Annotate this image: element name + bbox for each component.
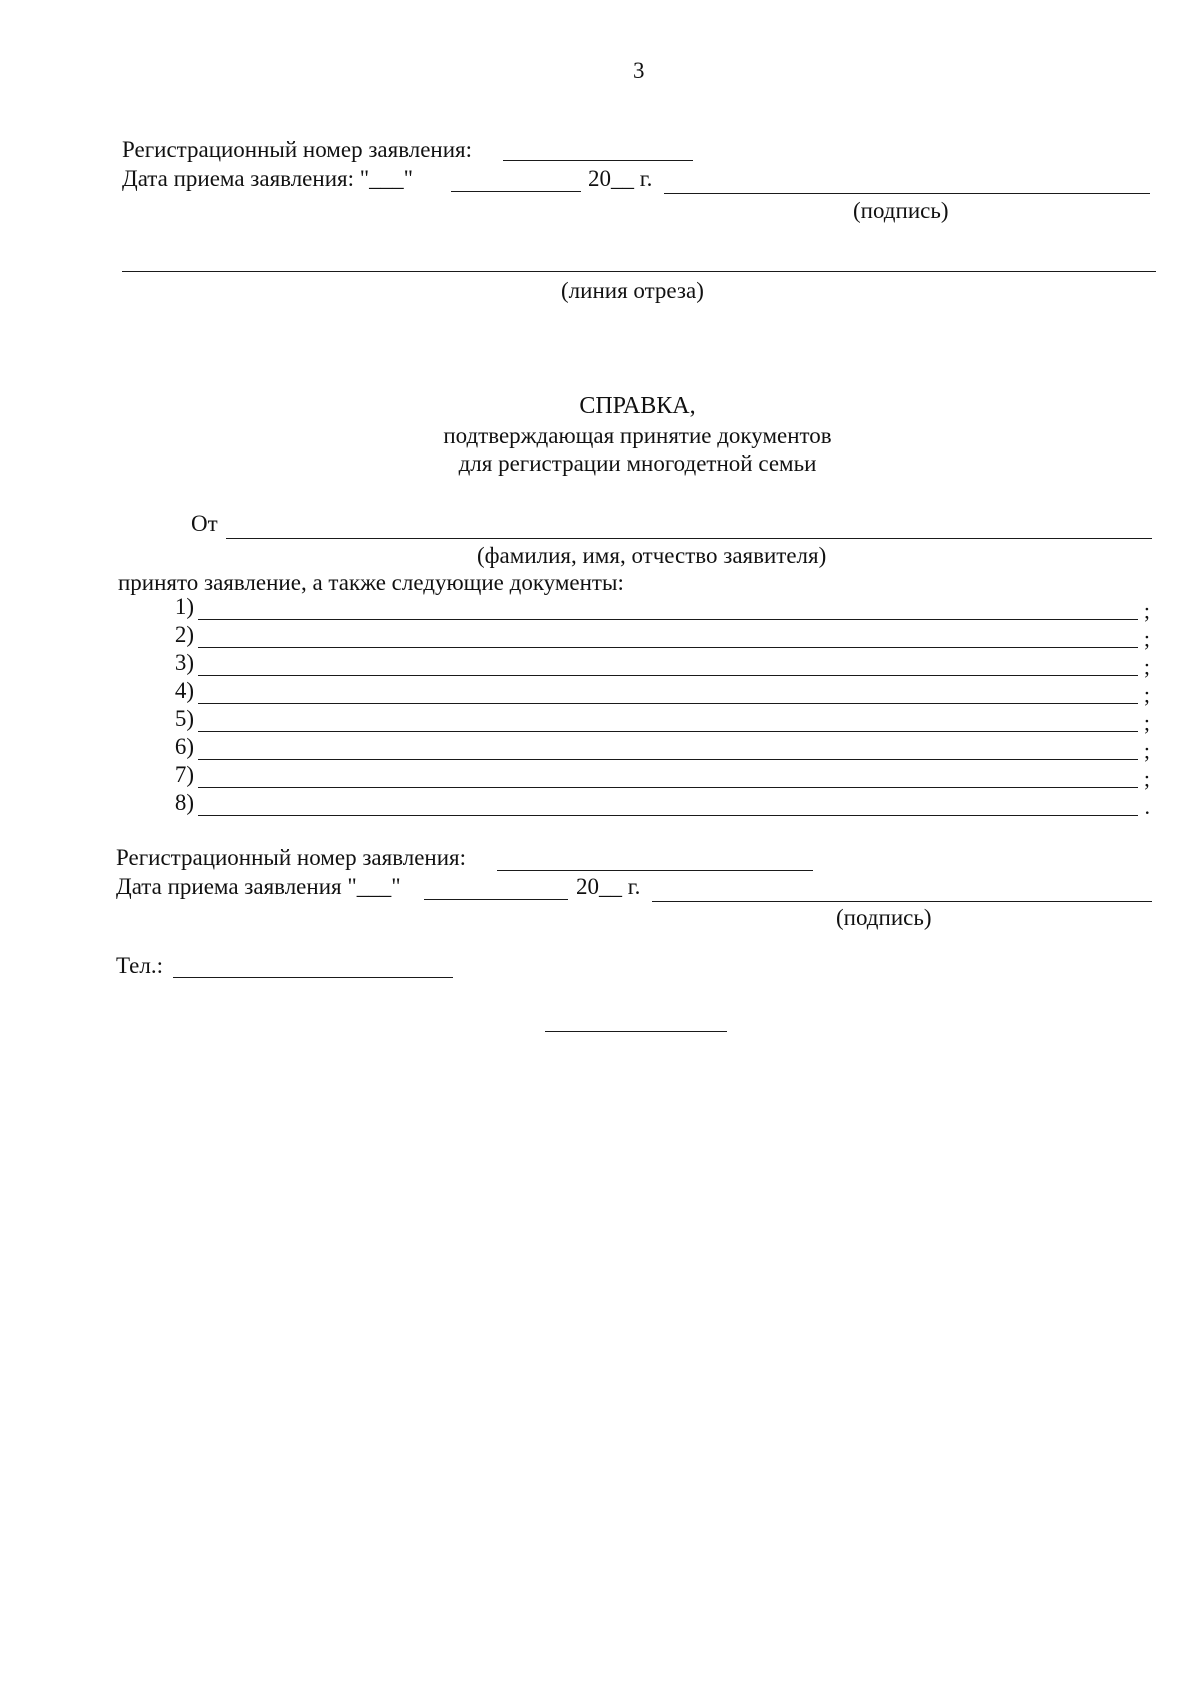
stub-month-field[interactable] [451,191,581,192]
phone-label: Тел.: [116,953,163,978]
stub-reg-number-field[interactable] [503,160,693,161]
document-item-end: ; [1143,766,1150,791]
cut-line [122,271,1156,272]
document-item-number: 7) [174,762,194,787]
stub-signature-caption: (подпись) [853,198,949,223]
document-item-8 [170,790,1150,818]
document-item-end: ; [1143,682,1150,707]
document-item-end: . [1144,794,1150,819]
stub-signature-field[interactable] [664,193,1150,194]
document-item-field[interactable] [198,703,1138,704]
cut-line-caption: (линия отреза) [561,278,704,303]
document-item-end: ; [1143,598,1150,623]
document-item-number: 3) [174,650,194,675]
certificate-subtitle-line1: подтверждающая принятие документов [443,423,832,448]
document-item-end: ; [1143,710,1150,735]
accepted-text: принято заявление, а также следующие документы: [118,570,624,595]
document-item-field[interactable] [198,815,1138,816]
document-item-end: ; [1143,626,1150,651]
document-item-1 [170,594,1150,622]
from-label: От [191,511,218,536]
document-item-7 [170,762,1150,790]
document-item-5 [170,706,1150,734]
stub-year-label: 20__ г. [588,166,653,191]
reg-number-label: Регистрационный номер заявления: [116,845,467,870]
signature-caption: (подпись) [836,905,932,930]
document-item-end: ; [1143,738,1150,763]
year-label: 20__ г. [576,874,641,899]
certificate-subtitle-line2: для регистрации многодетной семьи [458,451,817,476]
document-item-number: 8) [174,790,194,815]
document-item-field[interactable] [198,787,1138,788]
closing-separator [545,1031,727,1032]
document-item-number: 5) [174,706,194,731]
document-item-field[interactable] [198,731,1138,732]
document-item-2 [170,622,1150,650]
stub-reg-number-label: Регистрационный номер заявления: [122,137,473,162]
stub-date-label: Дата приема заявления: "___" [122,166,414,191]
document-item-end: ; [1143,654,1150,679]
signature-field[interactable] [652,901,1152,902]
page-number: 3 [633,58,645,83]
document-item-field[interactable] [198,759,1138,760]
document-item-number: 2) [174,622,194,647]
document-item-number: 4) [174,678,194,703]
document-item-3 [170,650,1150,678]
phone-field[interactable] [173,977,453,978]
document-item-number: 1) [174,594,194,619]
document-item-6 [170,734,1150,762]
date-label: Дата приема заявления "___" [116,874,401,899]
document-item-field[interactable] [198,647,1138,648]
certificate-title: СПРАВКА, [579,393,696,419]
month-field[interactable] [424,899,568,900]
reg-number-field[interactable] [497,870,813,871]
applicant-caption: (фамилия, имя, отчество заявителя) [477,543,827,568]
document-item-4 [170,678,1150,706]
document-item-number: 6) [174,734,194,759]
document-item-field[interactable] [198,619,1138,620]
applicant-name-field[interactable] [226,538,1152,539]
document-item-field[interactable] [198,675,1138,676]
